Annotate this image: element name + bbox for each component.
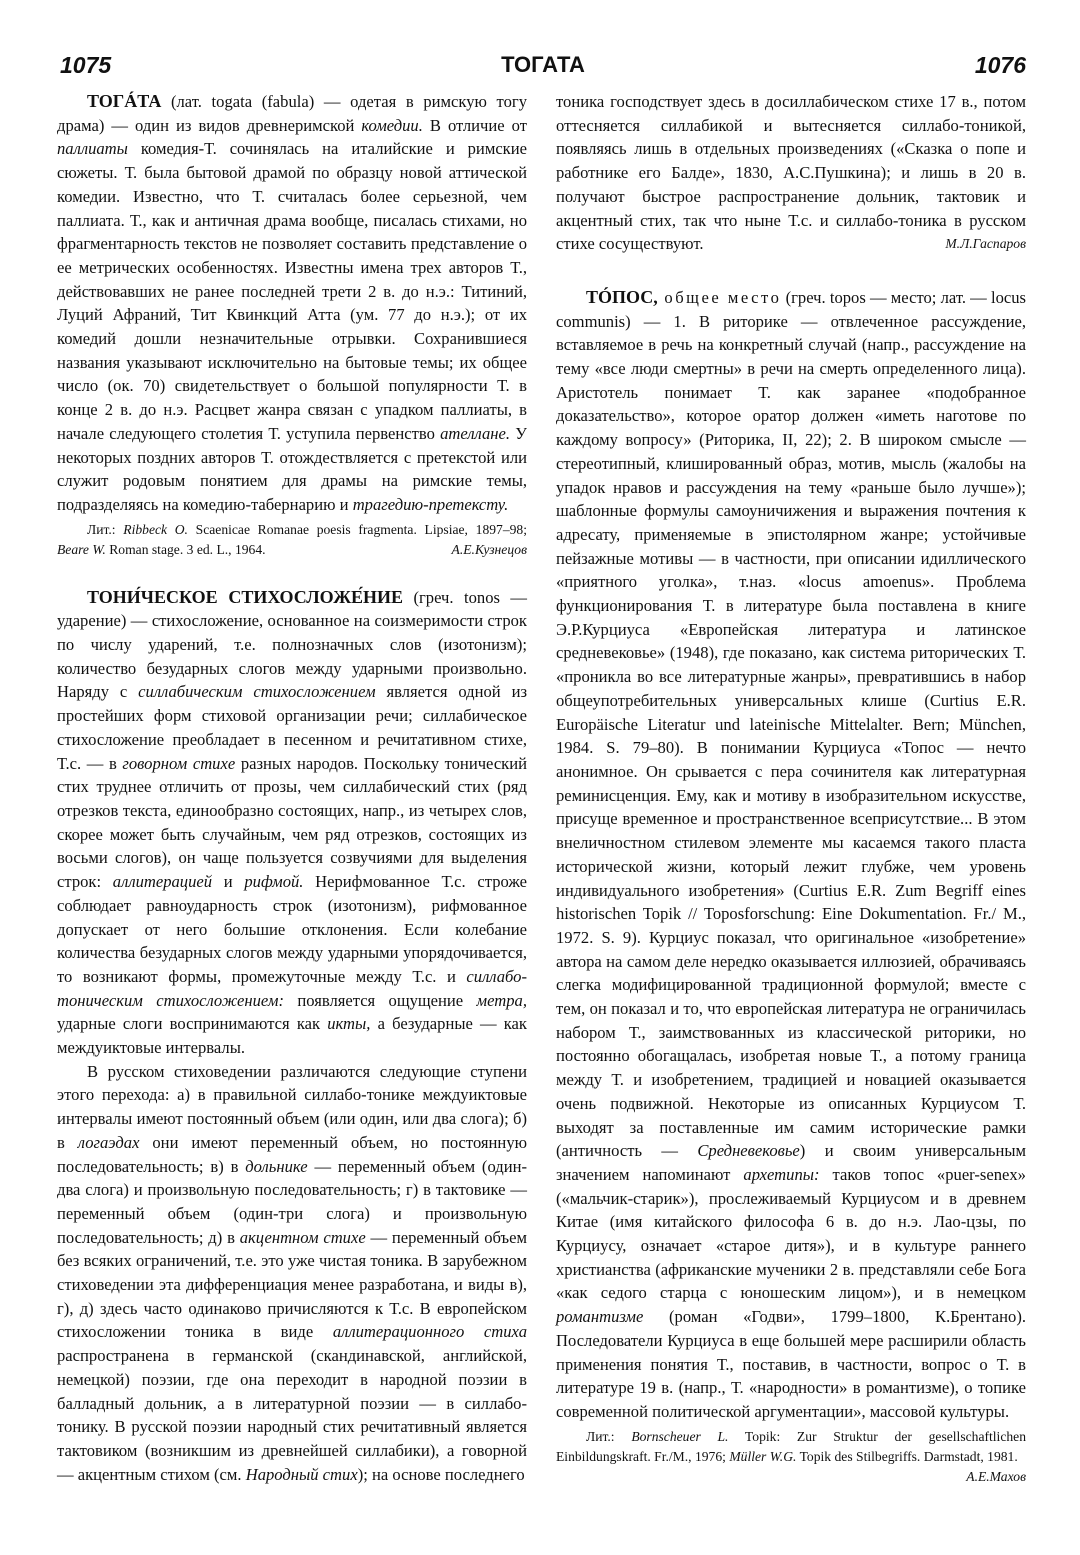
headword-togata: ТОГÁТА bbox=[87, 91, 162, 111]
text-run: комедия-Т. сочинялась на италийские и римские сюжеты. Т. была бытовой драмой по образцу новой аттической комедии. Известно, что Т. считалась более серьезной, чем паллиата. Т., как и античная драма вообще, писалась стихами, но фрагментарность текстов не позволяет составить представление о ее метрических особенностях. Известны имена трех авторов Т., действовавших не ранее последней трети 2 в. до н.э.: Титиний, Луций Афраний, Тит Квинкций Атта (ум. 77 до н.э.); от их комедий дошли незначительные отрывки. Сохранившиеся названия указывают исключительно на бытовые темы; их общее число (ок. 70) свидетельствует о большой популярности Т. в конце 2 в. до н.э. Расцвет жанра связан с упадком паллиаты, в начале следующего столетия Т. уступила первенство bbox=[57, 139, 527, 443]
entry-topos bbox=[556, 286, 1026, 1484]
page-number-right: 1076 bbox=[974, 52, 1026, 78]
entry-tonic-continued bbox=[556, 90, 1026, 256]
text-run: а безударные — как междуиктовые интервалы. bbox=[57, 1014, 527, 1058]
italic-run: комедии. bbox=[361, 115, 423, 135]
italic-run: метра, bbox=[476, 990, 527, 1010]
topos-text bbox=[556, 286, 1026, 1424]
lit-text: Scaenicae Romanae poesis fragmenta. Lipsiae, 1897–98; bbox=[187, 521, 527, 537]
literature-togata bbox=[57, 520, 527, 560]
italic-run: паллиаты bbox=[57, 139, 128, 159]
lit-author: Ribbeck O. bbox=[123, 521, 188, 537]
text-run: ) и своим универсальным значением напоминают bbox=[556, 1141, 1026, 1184]
italic-run: романтизме bbox=[556, 1307, 644, 1327]
column-right bbox=[556, 90, 1026, 1487]
text-run: У некоторых поздних авторов Т. отождествляется с претекстой или служит родовым понятием для драмы на римские темы, подразделяясь на комедию-табернарию и bbox=[57, 423, 527, 514]
entry-tonic-verse bbox=[57, 586, 527, 1487]
text-run: они имеют переменный объем, но постоянную последовательность; в) в bbox=[57, 1132, 528, 1176]
text-run: ударные слоги воспринимаются как bbox=[57, 1014, 328, 1034]
text-run: — переменный объем (один-два слога) и произвольную последовательность; г) в тактовике — переменный объем (один-три слога) и произвольную последовательность; д) в bbox=[57, 1156, 527, 1247]
italic-run: рифмой. bbox=[244, 872, 304, 892]
author-signature: А.Е.Кузнецов bbox=[451, 541, 527, 557]
text-run: тоника господствует здесь в досиллабическом стихе 17 в., потом оттесняется силлабикой и вытесняется силлабо-тоникой, появляясь лишь в отдельных произведениях («Сказка о попе и работнике его Балде», 1830, А.С.Пушкина); и лишь в 20 в. получают быстрое распространение дольник, тактовик и акцентный стих, так что ныне Т.с. и силлабо-тоника в русском стихе сосуществуют. bbox=[556, 92, 1026, 254]
headword-tonic: ТОНИ́ЧЕСКОЕ СТИХОСЛОЖЕ́НИЕ bbox=[87, 586, 404, 607]
lit-text: Roman stage. 3 ed. L., 1964. bbox=[105, 541, 266, 557]
text-run: (лат. togata (fabula) — одетая в римскую тогу драма) — один из видов древнеримской bbox=[57, 92, 527, 135]
lit-author: Bornscheuer L. bbox=[631, 1428, 729, 1444]
lit-author: Beare W. bbox=[57, 541, 106, 557]
tonic-text-2 bbox=[57, 1060, 527, 1487]
text-run: — переменный объем без всяких ограничений, т.е. это уже чистая тоника. В зарубежном стиховедении эта дифференциация менее разработана, и виды в), г), д) здесь часто одинаково причисляются к Т.с. В европейском стихосложении тоника в виде bbox=[57, 1227, 527, 1342]
italic-run: аллитерацией bbox=[112, 872, 213, 892]
text-run: распространена в германской (скандинавской, английской, немецкой) поэзии, где она переходит в народной поэзии в балладный дольник, а в литературной поэзии — в силлабо-тонику. В русской поэзии народный стих речитативный является тактовиком (возникшим из древнейшей силлабики), а говорной — акцентным стихом (см. bbox=[57, 1346, 527, 1484]
italic-run: акцентном стихе bbox=[239, 1227, 366, 1247]
italic-run: силлабо-тоническим стихосложением: bbox=[57, 966, 527, 1010]
text-run: (греч. topos — место; лат. — locus communis) — 1. В риторике — отвлеченное рассуждение, вставляемое в речь на конкретный случай (напр., рассуждение на тему «все люди смертны» в речи на смерть определенного лица). Аристотель понимает Т. как заранее «подобранное доказательство», которое оратор должен «иметь наготове по каждому вопросу» (Риторика, II, 22); 2. В широком смысле — стереотипный, клишированный образ, мотив, мысль (жалобы на упадок нравов и рассуждения на тему «раньше было лучше»); шаблонные формулы самоуничижения и выражения почтения к адресату, применяемые в эпистолярном жанре; устойчивые пейзажные мотивы — в частности, при описании идиллического «приятного уголка», т.наз. «locus amoenus». Проблема функционирования Т. в литературе была поставлена в книге Э.Р.Курциуса «Европейская литература и латинское средневековье» (1948), где показано, как система риторических Т. «проникла во все литературные жанры», превратившись в набор общеупотребительных универсальных клише (Curtius E.R. Europäische Literatur und lateinische Mittelalter. Bern; München, 1984. S. 79–80). В понимании Курциуса «Топос — нечто анонимное. Он срывается с пера сочинителя как литературная реминисценция. Ему, как и мотиву в изобразительном искусстве, присуще временное и пространственное всеприсутствие... В этом внеличностном стилевом элементе мы касаемся такого пласта исторической жизни, который лежит глубже, чем уровень индивидуального изобретения» (Curtius E.R. Zum Begriff eines historischen Topik // Toposforschung: Eine Dokumentation. Fr./ M., 1972. S. 9). Курциус показал, что оригинальное «изобретение» автора на самом деле нередко оказывается иллюзией, обрачиваясь слегка модифицированной традиционной формулой; вместе с тем, он показал и то, что европейская литература не ограничилась набором Т., заимствованных из классической риторики, но постоянно обогащалась, изобретая новые Т., а потому граница между Т. и изобретением, традицией и новацией оказывается очень подвижной. Некоторые из описанных Курциусом Т. выходят за поставленные им самим исторические рамки (античность — bbox=[556, 287, 1026, 1161]
page-header bbox=[60, 52, 1026, 86]
italic-run: дольнике bbox=[245, 1156, 308, 1176]
text-run: и bbox=[212, 872, 245, 892]
italic-run: логаэдах bbox=[77, 1132, 140, 1152]
italic-run: Народный стих bbox=[245, 1464, 358, 1484]
text-run: ); на основе последнего bbox=[357, 1464, 525, 1484]
author-signature: А.Е.Махов bbox=[966, 1468, 1026, 1484]
lit-text: Topik: Zur Struktur der gesellschaftlichen Einbildungskraft. Fr./M., 1976; bbox=[556, 1428, 1026, 1464]
italic-run: трагедию-претексту. bbox=[352, 494, 509, 514]
text-run: В русском стиховедении различаются следующие ступени этого перехода: а) в правильной силлабо-тонике междуиктовые интервалы имеют постоянный объем (или один, или два слога); б) в bbox=[57, 1061, 527, 1152]
text-run: появляется ощущение bbox=[284, 990, 477, 1010]
spaced-run: общее место bbox=[657, 287, 782, 307]
togata-text bbox=[57, 90, 527, 517]
text-run: является одной из простейших форм стиховой организации речи; силлабическое стихосложение преобладает в песенном и речитативном стихе, Т.с. — в bbox=[57, 682, 527, 773]
column-left bbox=[57, 90, 527, 1486]
headword-topos: ТÓПОС, bbox=[586, 286, 658, 307]
literature-topos bbox=[556, 1427, 1026, 1484]
italic-run: икты, bbox=[327, 1014, 371, 1034]
italic-run: архетипы: bbox=[743, 1164, 820, 1184]
text-run: Нерифмованное Т.с. строже соблюдает равноударность строк (изотонизм), рифмованное допускает от него большие отклонения. Если колебание количества безударных слогов между ударными упорядочивается, то возникают формы, промежуточные между Т.с. и bbox=[57, 872, 528, 986]
entry-togata bbox=[57, 90, 527, 560]
lit-author: Müller W.G. bbox=[729, 1448, 797, 1464]
text-run: (роман «Годви», 1799–1800, К.Брентано). Последователи Курциуса в еще большей мере расширили область применения понятия Т., поставив, в частности, вопрос о Т. в литературе 19 в. (напр., Т. «народности» в романтизме), о топике современной политической аргументации», массовой культуры. bbox=[556, 1307, 1026, 1421]
author-signature: М.Л.Гаспаров bbox=[945, 236, 1026, 252]
italic-run: силлабическим стихосложением bbox=[138, 682, 376, 702]
tonic-continued-text bbox=[556, 90, 1026, 256]
text-run: таков топос «puer-senex» («мальчик-старик»), прослеживаемый Курциусом и в древнем Китае (имя китайского философа 6 в. до н.э. Лао-цзы, по Курциусу, означает «старое дитя»), и в культуре раннего христианства (африканские мученики 2 в. представляли себе Бога «как седого старца с юношеским лицом»), и в немецком bbox=[556, 1164, 1026, 1303]
tonic-text-1 bbox=[57, 586, 527, 1060]
italic-run: ателлане. bbox=[440, 423, 511, 443]
italic-run: Средневековье bbox=[697, 1141, 800, 1161]
lit-text: Topik des Stilbegriffs. Darmstadt, 1981. bbox=[796, 1448, 1018, 1464]
running-head: ТОГАТА bbox=[501, 52, 585, 77]
text-run: В отличие от bbox=[422, 115, 527, 135]
text-run: разных народов. Поскольку тонический стих труднее отличить от прозы, чем силлабический стих (ряд отрезков текста, единообразно состоящих, напр., из четырех слов, скорее может быть случайным, чем ряд отрезков, состоящих из восьми слогов), он чаще пользуется созвучиями для выделения строк: bbox=[57, 753, 528, 892]
lit-label: Лит.: bbox=[87, 521, 124, 537]
lit-label: Лит.: bbox=[586, 1428, 632, 1444]
page-number-left: 1075 bbox=[60, 52, 112, 78]
italic-run: аллитерационного стиха bbox=[332, 1322, 528, 1342]
italic-run: говорном стихе bbox=[122, 753, 236, 773]
text-run: (греч. tonos — ударение) — стихосложение, основанное на соизмеримости строк по числу ударений, т.е. полнозначных слов (изотонизм); количество безударных слогов между ударными произвольно. Наряду с bbox=[57, 587, 527, 702]
